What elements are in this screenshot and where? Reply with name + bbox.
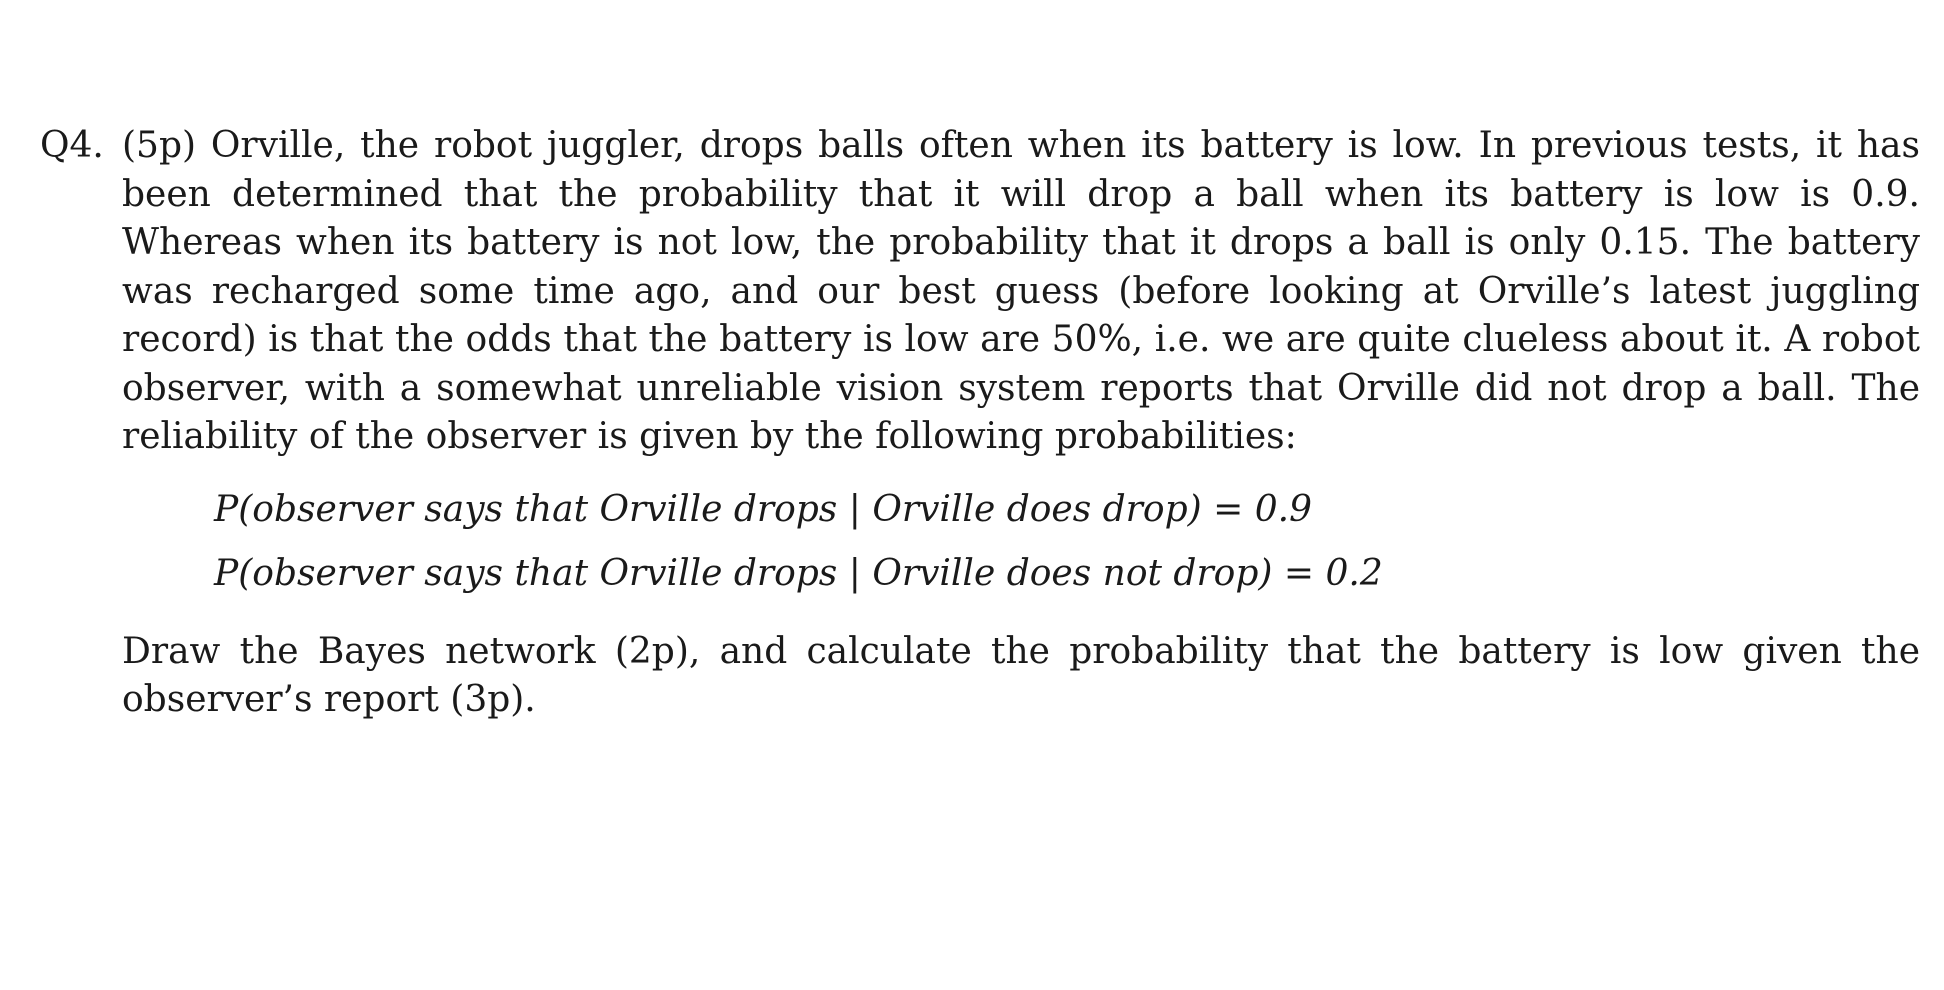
equation-equals: = [1283, 552, 1315, 594]
equation-observer-given-drop [214, 478, 1920, 542]
equation-observer-given-no-drop [214, 542, 1920, 606]
question-number: Q4. [40, 125, 104, 166]
question-closing: Draw the Bayes network (2p), and calculate the probability that the battery is low given the observer’s report (3p). [122, 630, 1920, 720]
equation-bar: | [848, 552, 861, 594]
equation-condition: Orville does drop) [872, 488, 1202, 530]
equation-value: 0.2 [1325, 552, 1383, 594]
equation-bar: | [848, 488, 861, 530]
question-q4 [40, 122, 1920, 725]
equation-condition: Orville does not drop) [872, 552, 1273, 594]
equation-lhs: P(observer says that Orville drops [214, 488, 838, 530]
question-intro: (5p) Orville, the robot juggler, drops balls often when its battery is low. In previous tests, it has been determined that the probability that it will drop a ball when its battery is low is 0.9. Whereas when its battery is not low, the probability that it drops a ball is only 0.15. The battery was recharged some time ago, and our best guess (before looking at Orville’s latest juggling record) is that the odds that the battery is low are 50%, i.e. we are quite clueless about it. A robot observer, with a somewhat unreliable vision system reports that Orville did not drop a ball. The reliability of the observer is given by the following probabilities: [122, 125, 1920, 457]
probability-equations [214, 478, 1920, 606]
equation-lhs: P(observer says that Orville drops [214, 552, 838, 594]
equation-equals: = [1213, 488, 1244, 530]
question-body [122, 122, 1920, 725]
equation-value: 0.9 [1254, 488, 1312, 530]
